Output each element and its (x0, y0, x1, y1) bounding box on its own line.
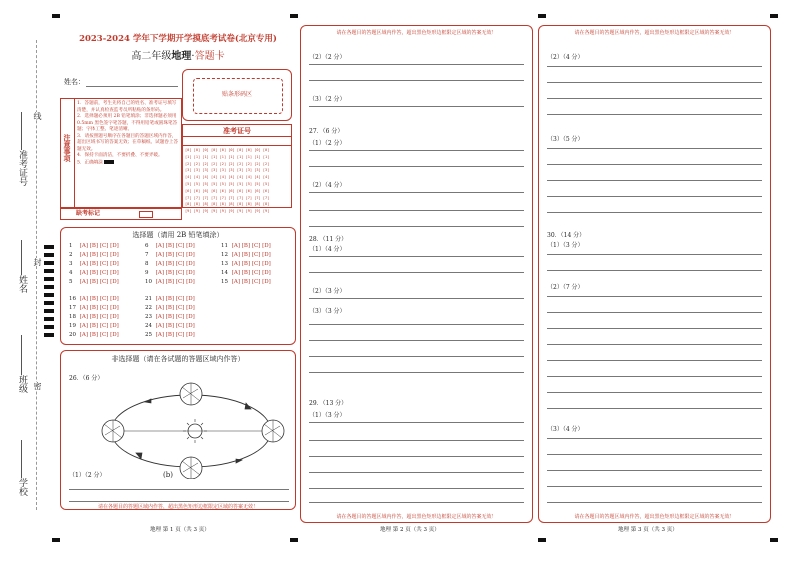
mcq-question-number: 20 (69, 332, 76, 338)
school-label: 学校 (17, 478, 27, 496)
mcq-option-bubble[interactable]: [A] (78, 332, 89, 338)
answer-line[interactable] (547, 392, 762, 393)
mcq-option-bubble[interactable]: [B] (240, 243, 251, 249)
boundary-notice: 请在各题目的答题区域内作答，超出黑色矩形边框限定区域的答案无效！ (574, 514, 735, 520)
mcq-option-bubble[interactable]: [A] (230, 252, 241, 258)
mcq-option-bubble[interactable]: [B] (164, 314, 175, 320)
mcq-question-row[interactable] (69, 305, 119, 312)
exam-number-bubbles[interactable]: [0] [0] [0] [0] [0] [0] [0] [0] [0] [0] [1] [1] [1] [1] [1] [1] [1] [1] [1] [1] [2] [2] [2] [2] [2] [2] [2] [2] [2] [2] [3] [3] [3] [3] [3] [3] [3] [3] [3] [3] [4] [4] [4] [4] [4] [4] [4] [4] [4] [4] [5] [5] [5] [5] [5] [5] [5] [5] [5] [5] [6] [6] [6] [6] [6] [6] [6] [6] [6] [6] [7] [7] [7] [7] [7] [7] [7] [7] [7] [7] [8] [8] [8] [8] [8] [8] [8] [8] [8] [8] [9] [9] [9] [9] [9] [9] [9] [9] [9] [9] (185, 148, 270, 214)
mcq-option-bubble[interactable]: [C] (98, 270, 109, 276)
mcq-option-bubble[interactable]: [A] (154, 296, 165, 302)
page-2 (300, 25, 533, 523)
cut-line-label: 密 (33, 382, 42, 390)
mcq-question-row[interactable] (145, 252, 195, 259)
mcq-question-number: 9 (145, 270, 149, 276)
barcode-label: 贴条形码区 (221, 91, 252, 98)
mcq-option-bubble[interactable]: [C] (250, 243, 261, 249)
mcq-question-number: 19 (69, 323, 76, 329)
name-label: 姓名 (17, 275, 27, 293)
mcq-option-bubble[interactable]: [C] (98, 261, 109, 267)
mcq-option-bubble[interactable]: [D] (184, 243, 195, 249)
mcq-option-bubble[interactable]: [D] (184, 252, 195, 258)
mcq-option-bubble[interactable]: [C] (98, 305, 109, 311)
grade-label: 高二年级 (131, 51, 172, 62)
mcq-option-bubble[interactable]: [B] (164, 279, 175, 285)
mcq-option-bubble[interactable]: [C] (174, 314, 185, 320)
registration-mark (290, 14, 298, 18)
mcq-question-row[interactable] (145, 279, 195, 286)
registration-mark (290, 538, 298, 542)
question-label: （1）（4 分） (309, 246, 346, 253)
mcq-option-bubble[interactable]: [C] (174, 323, 185, 329)
question-label: （3）（4 分） (547, 426, 584, 433)
mcq-option-bubble[interactable]: [B] (88, 261, 99, 267)
answer-line[interactable] (547, 360, 762, 361)
mcq-option-bubble[interactable]: [D] (108, 305, 119, 311)
mcq-question-row[interactable] (221, 243, 271, 250)
mcq-question-row[interactable] (221, 261, 271, 268)
answer-line[interactable] (309, 488, 524, 489)
mcq-option-bubble[interactable]: [A] (78, 296, 89, 302)
mcq-option-bubble[interactable]: [A] (230, 279, 241, 285)
mcq-question-number: 24 (145, 323, 152, 329)
mcq-option-bubble[interactable]: [B] (88, 252, 99, 258)
mcq-option-bubble[interactable]: [A] (230, 261, 241, 267)
mcq-option-bubble[interactable]: [D] (108, 270, 119, 276)
mcq-option-bubble[interactable]: [C] (174, 279, 185, 285)
question-label: （2）（3 分） (309, 288, 346, 295)
question-label: （2）（7 分） (547, 284, 584, 291)
answer-line[interactable] (547, 66, 762, 67)
boundary-notice: 请在各题目的答题区域内作答，超出黑色矩形边框限定区域的答案无效！ (336, 30, 497, 36)
answer-line[interactable] (547, 254, 762, 255)
mcq-question-row[interactable] (221, 252, 271, 259)
mcq-option-bubble[interactable]: [B] (240, 270, 251, 276)
subject-label: 地理 (171, 51, 192, 62)
question-label: （3）（5 分） (547, 136, 584, 143)
mcq-option-bubble[interactable]: [C] (98, 323, 109, 329)
mcq-option-bubble[interactable]: [A] (78, 252, 89, 258)
mcq-option-bubble[interactable]: [B] (164, 323, 175, 329)
answer-line[interactable] (547, 212, 762, 213)
mcq-option-bubble[interactable]: [A] (154, 279, 165, 285)
question-label: （2）（4 分） (309, 182, 346, 189)
mcq-question-number: 12 (221, 252, 228, 258)
mcq-question-row[interactable] (145, 261, 195, 268)
question-label: 27．（6 分） (309, 128, 344, 135)
mcq-option-bubble[interactable]: [A] (78, 243, 89, 249)
mcq-option-bubble[interactable]: [C] (174, 332, 185, 338)
answer-line[interactable] (309, 502, 524, 503)
mcq-option-bubble[interactable]: [C] (98, 314, 109, 320)
exam-no-title: 准考证号 (223, 126, 251, 135)
free-response-section (60, 350, 296, 510)
answer-line[interactable] (547, 148, 762, 149)
answer-line[interactable] (547, 502, 762, 503)
mcq-option-bubble[interactable]: [A] (230, 270, 241, 276)
mcq-question-number: 10 (145, 279, 152, 285)
mcq-option-bubble[interactable]: [B] (164, 252, 175, 258)
mcq-section (60, 227, 296, 345)
mcq-question-row[interactable] (69, 323, 119, 330)
answer-line[interactable] (547, 344, 762, 345)
question-label: （2）（4 分） (547, 54, 584, 61)
mcq-question-row[interactable] (145, 314, 195, 321)
registration-mark (770, 538, 778, 542)
mcq-option-bubble[interactable]: [B] (88, 279, 99, 285)
mcq-option-bubble[interactable]: [C] (98, 252, 109, 258)
boundary-notice: 请在各题目的答题区域内作答，超出黑色矩形边框限定区域的答案无效！ (97, 504, 258, 510)
free-response-title: 非选择题（请在各试题的答题区域内作答） (111, 355, 245, 363)
answer-line[interactable] (309, 298, 524, 299)
mcq-option-bubble[interactable]: [D] (108, 323, 119, 329)
notes-panel (60, 98, 182, 208)
answer-line[interactable] (309, 226, 524, 227)
answer-line[interactable] (309, 106, 524, 107)
answer-line[interactable] (69, 501, 289, 502)
question-label: （1）（3 分） (309, 412, 346, 419)
answer-line[interactable] (309, 372, 524, 373)
mcq-question-number: 4 (69, 270, 73, 276)
mcq-question-number: 3 (69, 261, 73, 267)
answer-line[interactable] (547, 296, 762, 297)
mcq-option-bubble[interactable]: [B] (240, 279, 251, 285)
mcq-option-bubble[interactable]: [D] (108, 332, 119, 338)
mcq-question-row[interactable] (145, 323, 195, 330)
registration-mark (538, 14, 546, 18)
mcq-question-row[interactable] (69, 252, 119, 259)
mcq-question-row[interactable] (69, 296, 119, 303)
answer-card-label: 答题卡 (194, 51, 225, 62)
mcq-option-bubble[interactable]: [B] (88, 323, 99, 329)
mcq-option-bubble[interactable]: [C] (98, 332, 109, 338)
answer-line[interactable] (309, 356, 524, 357)
cut-line-label: 封 (33, 258, 42, 266)
answer-line[interactable] (309, 64, 524, 65)
answer-line[interactable] (309, 150, 524, 151)
answer-line[interactable] (309, 324, 524, 325)
mcq-option-bubble[interactable]: [B] (88, 243, 99, 249)
mcq-option-bubble[interactable]: [C] (174, 261, 185, 267)
mcq-option-bubble[interactable]: [B] (164, 261, 175, 267)
mcq-option-bubble[interactable]: [B] (88, 296, 99, 302)
answer-line[interactable] (309, 272, 524, 273)
registration-mark (538, 538, 546, 542)
mcq-option-bubble[interactable]: [A] (230, 243, 241, 249)
mcq-option-bubble[interactable]: [A] (154, 314, 165, 320)
mcq-option-bubble[interactable]: [A] (154, 261, 165, 267)
mcq-question-number: 6 (145, 243, 149, 249)
answer-line[interactable] (547, 454, 762, 455)
mcq-option-bubble[interactable]: [A] (78, 279, 89, 285)
answer-line[interactable] (309, 256, 524, 257)
answer-line[interactable] (309, 422, 524, 423)
mcq-option-bubble[interactable]: [B] (88, 332, 99, 338)
exam-number-grid[interactable] (182, 124, 292, 214)
mcq-option-bubble[interactable]: [C] (174, 305, 185, 311)
answer-line[interactable] (547, 270, 762, 271)
mcq-option-bubble[interactable]: [D] (260, 270, 271, 276)
question-label: （3）（2 分） (309, 96, 346, 103)
mcq-option-bubble[interactable]: [A] (78, 270, 89, 276)
mcq-option-bubble[interactable]: [A] (78, 305, 89, 311)
absent-mark-row (60, 208, 182, 220)
mcq-question-number: 8 (145, 261, 149, 267)
question-label: 26．（6 分） (69, 375, 104, 382)
question-label: （3）（3 分） (309, 308, 346, 315)
mcq-option-bubble[interactable]: [A] (78, 261, 89, 267)
mcq-option-bubble[interactable]: [D] (108, 314, 119, 320)
mcq-option-bubble[interactable]: [B] (164, 296, 175, 302)
mcq-option-bubble[interactable]: [C] (174, 296, 185, 302)
binding-margin (0, 0, 56, 561)
answer-line[interactable] (547, 438, 762, 439)
mcq-option-bubble[interactable]: [D] (260, 279, 271, 285)
mcq-option-bubble[interactable]: [D] (184, 296, 195, 302)
notes-title: 注意事项 (63, 134, 72, 162)
mcq-question-number: 11 (221, 243, 228, 249)
page-footer: 地理 第 2 页（共 3 页） (380, 527, 440, 533)
name-field[interactable] (86, 86, 178, 87)
boundary-notice: 请在各题目的答题区域内作答，超出黑色矩形边框限定区域的答案无效！ (574, 30, 735, 36)
mcq-option-bubble[interactable]: [D] (184, 323, 195, 329)
mcq-question-number: 21 (145, 296, 152, 302)
answer-line[interactable] (547, 82, 762, 83)
mcq-option-bubble[interactable]: [B] (164, 332, 175, 338)
mcq-option-bubble[interactable]: [C] (250, 252, 261, 258)
boundary-notice: 请在各题目的答题区域内作答，超出黑色矩形边框限定区域的答案无效！ (336, 514, 497, 520)
mcq-question-row[interactable] (69, 261, 119, 268)
mcq-question-number: 25 (145, 332, 152, 338)
mcq-option-bubble[interactable]: [D] (184, 270, 195, 276)
answer-line[interactable] (547, 408, 762, 409)
mcq-option-bubble[interactable]: [D] (184, 279, 195, 285)
mcq-question-row[interactable] (145, 296, 195, 303)
mcq-question-row[interactable] (69, 332, 119, 339)
question-label: 28．（11 分） (309, 236, 348, 243)
mcq-option-bubble[interactable]: [D] (108, 252, 119, 258)
mcq-question-number: 16 (69, 296, 76, 302)
mcq-question-row[interactable] (145, 243, 195, 250)
notes-list: 1．答题前，考生先将自己的姓名、准考证号填写清楚，并认真检查监考员所粘贴的条形码。 2．选择题必须用 2B 铅笔填涂；非选择题必须用 0.5mm 黑色签字笔答题，不得用铅笔或圆珠笔答题；字体工整、笔迹清晰。 3．请按照题号顺序在各题目的答题区域内作答，超出区域书写的答案无效；在草稿纸、试题卷上答题无效。 4．保持卡面清洁，不要折叠、不要弄破。 5．正确填涂 (77, 101, 179, 165)
barcode-area (182, 69, 292, 121)
answer-line[interactable] (309, 456, 524, 457)
mcq-option-bubble[interactable]: [A] (154, 252, 165, 258)
mcq-question-number: 14 (221, 270, 228, 276)
mcq-option-bubble[interactable]: [C] (174, 270, 185, 276)
mcq-option-bubble[interactable]: [C] (250, 279, 261, 285)
answer-line[interactable] (547, 196, 762, 197)
mcq-question-row[interactable] (145, 305, 195, 312)
mcq-option-bubble[interactable]: [B] (240, 252, 251, 258)
mcq-question-row[interactable] (69, 243, 119, 250)
class-label: 班级 (17, 375, 27, 393)
answer-line[interactable] (547, 470, 762, 471)
mcq-option-bubble[interactable]: [B] (240, 261, 251, 267)
answer-line[interactable] (309, 210, 524, 211)
answer-line[interactable] (547, 486, 762, 487)
mcq-option-bubble[interactable]: [B] (88, 305, 99, 311)
answer-line[interactable] (309, 472, 524, 473)
mcq-option-bubble[interactable]: [D] (184, 332, 195, 338)
mcq-option-bubble[interactable]: [D] (260, 252, 271, 258)
mcq-option-bubble[interactable]: [D] (108, 261, 119, 267)
mcq-option-bubble[interactable]: [B] (88, 270, 99, 276)
mcq-option-bubble[interactable]: [D] (184, 305, 195, 311)
mcq-question-number: 17 (69, 305, 76, 311)
mcq-option-bubble[interactable]: [C] (174, 252, 185, 258)
mcq-question-row[interactable] (69, 314, 119, 321)
registration-mark (770, 14, 778, 18)
mcq-option-bubble[interactable]: [D] (108, 243, 119, 249)
mcq-option-bubble[interactable]: [A] (154, 305, 165, 311)
mcq-question-number: 15 (221, 279, 228, 285)
question-label: （1）（2 分） (309, 140, 346, 147)
mcq-option-bubble[interactable]: [C] (250, 270, 261, 276)
answer-line[interactable] (547, 164, 762, 165)
mcq-question-number: 18 (69, 314, 76, 320)
answer-line[interactable] (547, 114, 762, 115)
mcq-option-bubble[interactable]: [C] (98, 243, 109, 249)
mcq-question-number: 5 (69, 279, 73, 285)
mcq-question-number: 23 (145, 314, 152, 320)
absent-label: 缺考标记 (76, 210, 101, 217)
mcq-question-row[interactable] (145, 270, 195, 277)
mcq-question-row[interactable] (145, 332, 195, 339)
mcq-question-number: 13 (221, 261, 228, 267)
page-footer: 地理 第 3 页（共 3 页） (618, 527, 678, 533)
mcq-option-bubble[interactable]: [C] (98, 279, 109, 285)
page-3 (538, 25, 771, 523)
question-label: （1）（3 分） (547, 242, 584, 249)
absent-checkbox[interactable] (139, 211, 153, 218)
answer-line[interactable] (309, 80, 524, 81)
answer-line[interactable] (547, 98, 762, 99)
mcq-option-bubble[interactable]: [D] (260, 261, 271, 267)
answer-line[interactable] (547, 312, 762, 313)
mcq-question-number: 2 (69, 252, 73, 258)
question-label: （1）（2 分） (69, 472, 106, 479)
mcq-option-bubble[interactable]: [B] (164, 270, 175, 276)
mcq-question-row[interactable] (221, 270, 271, 277)
mcq-option-bubble[interactable]: [D] (260, 243, 271, 249)
answer-line[interactable] (547, 328, 762, 329)
answer-line[interactable] (309, 340, 524, 341)
mcq-option-bubble[interactable]: [A] (154, 323, 165, 329)
page-footer: 地理 第 1 页（共 3 页） (150, 527, 210, 533)
question-label: 29．（13 分） (309, 400, 348, 407)
mcq-option-bubble[interactable]: [B] (164, 305, 175, 311)
answer-line[interactable] (547, 180, 762, 181)
earth-orbit-diagram (91, 379, 291, 479)
mcq-option-bubble[interactable]: [D] (108, 279, 119, 285)
cut-line-label: 线 (33, 112, 42, 120)
exam-no-label: 准考证号 (17, 150, 27, 186)
mcq-question-number: 22 (145, 305, 152, 311)
mcq-question-number: 7 (145, 252, 149, 258)
mcq-option-bubble[interactable]: [B] (88, 314, 99, 320)
figure-label: (b) (163, 471, 173, 479)
mcq-option-bubble[interactable]: [A] (78, 314, 89, 320)
answer-line[interactable] (309, 440, 524, 441)
page-title: 2023-2024 学年下学期开学摸底考试卷(北京专用) (79, 34, 277, 44)
mcq-question-row[interactable] (221, 279, 271, 286)
answer-line[interactable] (69, 489, 289, 490)
question-label: 30．（14 分） (547, 232, 586, 239)
page-subtitle: 高二年级地理·答题卡 (131, 51, 225, 62)
mcq-option-bubble[interactable]: [D] (184, 261, 195, 267)
mcq-question-number: 1 (69, 243, 73, 249)
mcq-option-bubble[interactable]: [A] (78, 323, 89, 329)
mcq-option-bubble[interactable]: [C] (250, 261, 261, 267)
mcq-option-bubble[interactable]: [B] (164, 243, 175, 249)
answer-line[interactable] (547, 376, 762, 377)
mcq-option-bubble[interactable]: [A] (154, 243, 165, 249)
mcq-option-bubble[interactable]: [D] (184, 314, 195, 320)
mcq-title: 选择题（请用 2B 铅笔填涂） (132, 231, 224, 239)
mcq-option-bubble[interactable]: [A] (154, 332, 165, 338)
answer-line[interactable] (309, 166, 524, 167)
mcq-question-row[interactable] (69, 279, 119, 286)
name-field-label: 姓名： (64, 78, 85, 86)
question-label: （2）（2 分） (309, 54, 346, 61)
mcq-question-row[interactable] (69, 270, 119, 277)
mcq-option-bubble[interactable]: [A] (154, 270, 165, 276)
mcq-option-bubble[interactable]: [C] (98, 296, 109, 302)
mcq-option-bubble[interactable]: [C] (174, 243, 185, 249)
answer-line[interactable] (309, 192, 524, 193)
mcq-option-bubble[interactable]: [D] (108, 296, 119, 302)
